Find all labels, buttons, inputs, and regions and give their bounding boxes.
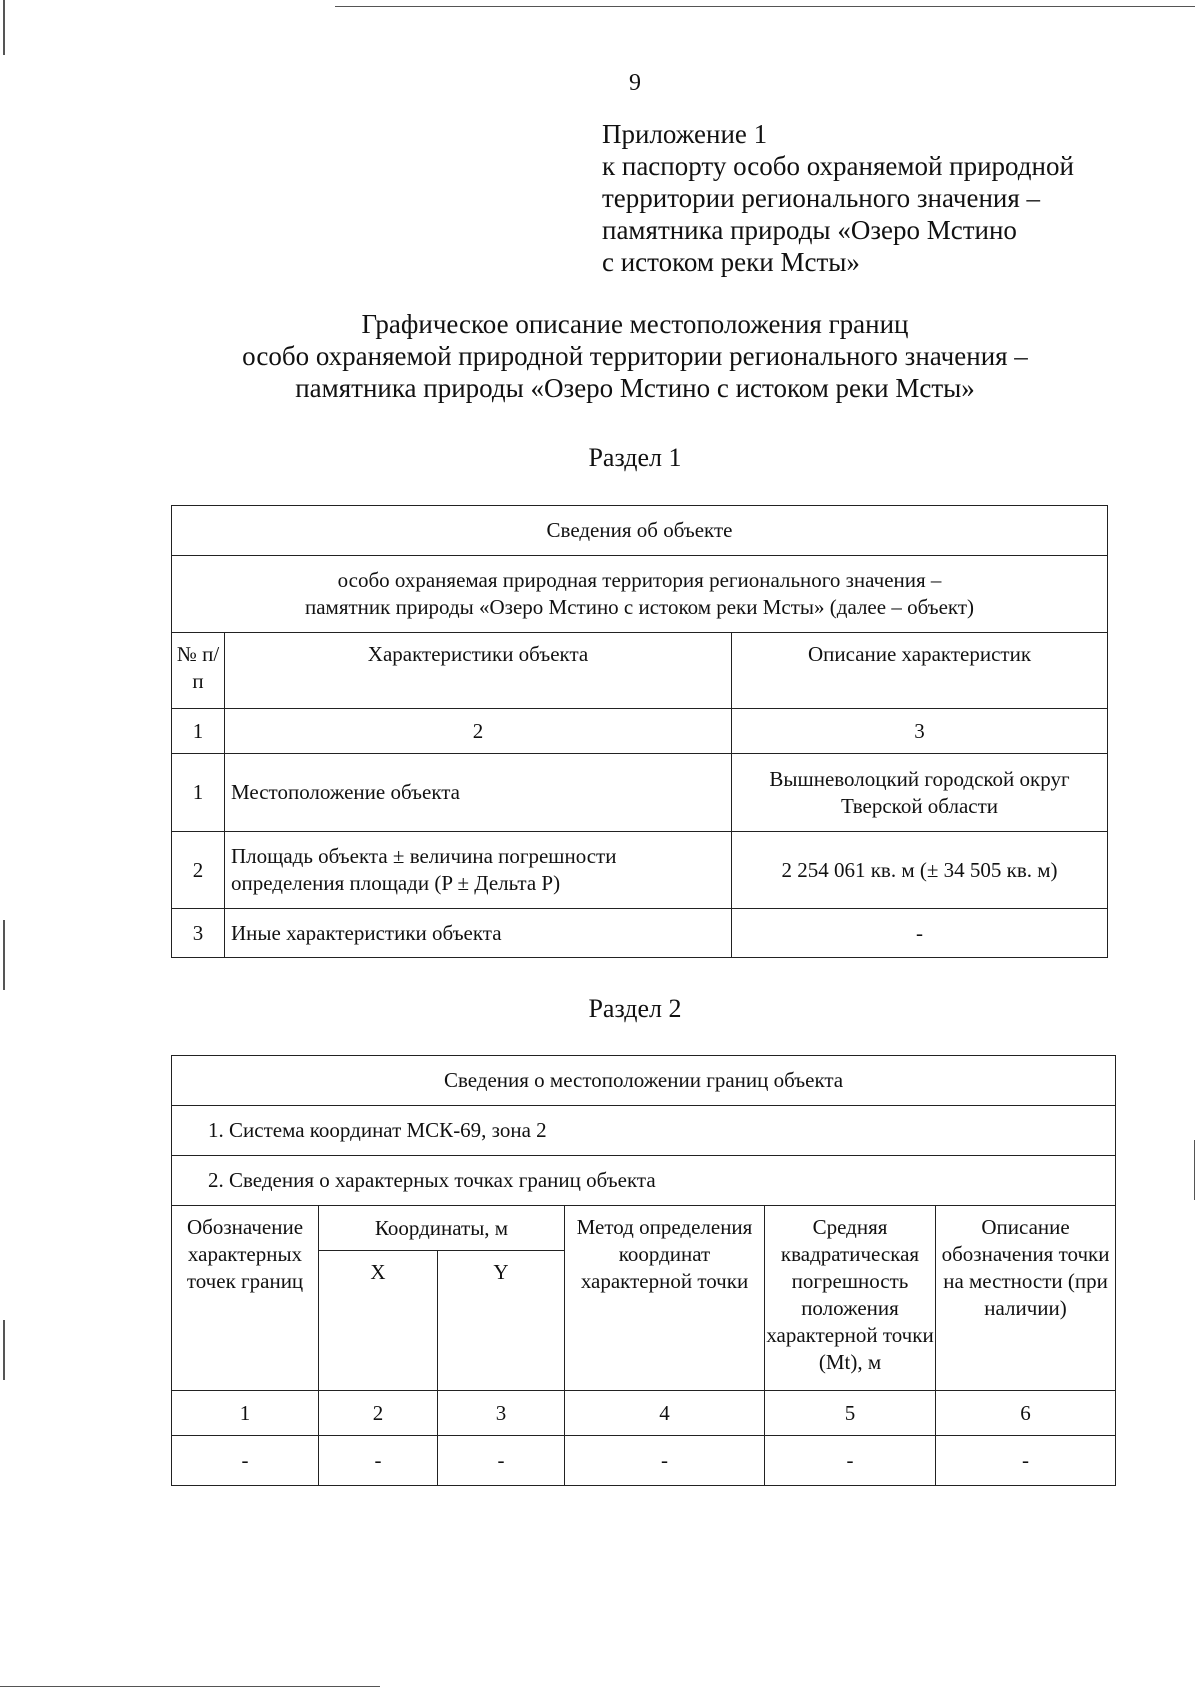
appendix-line: памятника природы «Озеро Мстино — [602, 215, 1017, 245]
row-num: 3 — [172, 909, 225, 958]
row-num: 2 — [172, 832, 225, 909]
point-cell: - — [438, 1436, 565, 1486]
row-characteristic: Площадь объекта ± величина погрешности определения площади (P ± Дельта P) — [225, 832, 732, 909]
object-name-line: памятник природы «Озеро Мстино с истоком реки Мсты» (далее – объект) — [304, 595, 975, 619]
header-characteristic: Характеристики объекта — [225, 633, 732, 709]
index-cell: 2 — [319, 1391, 438, 1436]
point-cell: - — [319, 1436, 438, 1486]
title-line: особо охраняемой природной территории регионального значения – — [242, 341, 1028, 371]
table-caption: Сведения о местоположении границ объекта — [172, 1056, 1116, 1106]
row-num: 1 — [172, 754, 225, 832]
row-characteristic: Иные характеристики объекта — [225, 909, 732, 958]
scan-line-bottom — [0, 1686, 380, 1687]
title-line: памятника природы «Озеро Мстино с истоком реки Мсты» — [295, 373, 975, 403]
table-row — [172, 832, 1108, 909]
point-cell: - — [565, 1436, 765, 1486]
index-cell: 1 — [172, 709, 225, 754]
point-cell: - — [936, 1436, 1116, 1486]
scan-line-left-2 — [3, 920, 5, 990]
table-row — [172, 1436, 1116, 1486]
header-designation: Обозначение характерных точек границ — [172, 1206, 319, 1391]
header-method: Метод определения координат характерной точки — [565, 1206, 765, 1391]
index-cell: 2 — [225, 709, 732, 754]
appendix-line: к паспорту особо охраняемой природной — [602, 151, 1074, 181]
index-cell: 3 — [732, 709, 1108, 754]
section-2-heading: Раздел 2 — [588, 994, 682, 1023]
object-name-cell — [172, 556, 1108, 633]
header-description: Описание характеристик — [732, 633, 1108, 709]
appendix-note — [602, 118, 1074, 278]
points-caption: 2. Сведения о характерных точках границ объекта — [172, 1156, 1116, 1206]
header-error: Средняя квадратическая погрешность положения характерной точки (Mt), м — [765, 1206, 936, 1391]
appendix-line: Приложение 1 — [602, 119, 768, 149]
table-caption: Сведения об объекте — [172, 506, 1108, 556]
index-cell: 6 — [936, 1391, 1116, 1436]
appendix-line: территории регионального значения – — [602, 183, 1041, 213]
scan-line-right — [1194, 1140, 1195, 1200]
point-cell: - — [172, 1436, 319, 1486]
row-description: Вышневолоцкий городской округ Тверской области — [732, 754, 1108, 832]
index-cell: 5 — [765, 1391, 936, 1436]
index-cell: 3 — [438, 1391, 565, 1436]
header-point-description: Описание обозначения точки на местности (при наличии) — [936, 1206, 1116, 1391]
index-cell: 4 — [565, 1391, 765, 1436]
title-line: Графическое описание местоположения границ — [361, 309, 909, 339]
table-row — [172, 754, 1108, 832]
index-cell: 1 — [172, 1391, 319, 1436]
object-name-line: особо охраняемая природная территория регионального значения – — [337, 568, 942, 592]
row-description: - — [732, 909, 1108, 958]
header-coordinates: Координаты, м — [319, 1206, 565, 1251]
scan-line-top — [335, 6, 1195, 7]
scan-line-left-3 — [3, 1320, 5, 1380]
header-y: Y — [438, 1251, 565, 1391]
table-row — [172, 909, 1108, 958]
document-title — [0, 308, 1200, 404]
coordinate-system: 1. Система координат МСК-69, зона 2 — [172, 1106, 1116, 1156]
section-1-heading: Раздел 1 — [588, 443, 682, 472]
point-cell: - — [765, 1436, 936, 1486]
boundary-points-table — [171, 1055, 1116, 1486]
appendix-line: с истоком реки Мсты» — [602, 247, 860, 277]
row-characteristic: Местоположение объекта — [225, 754, 732, 832]
scan-line-left — [3, 0, 5, 55]
header-x: X — [319, 1251, 438, 1391]
row-description: 2 254 061 кв. м (± 34 505 кв. м) — [732, 832, 1108, 909]
object-info-table — [171, 505, 1108, 958]
page-number: 9 — [629, 70, 641, 96]
header-num: № п/п — [172, 633, 225, 709]
